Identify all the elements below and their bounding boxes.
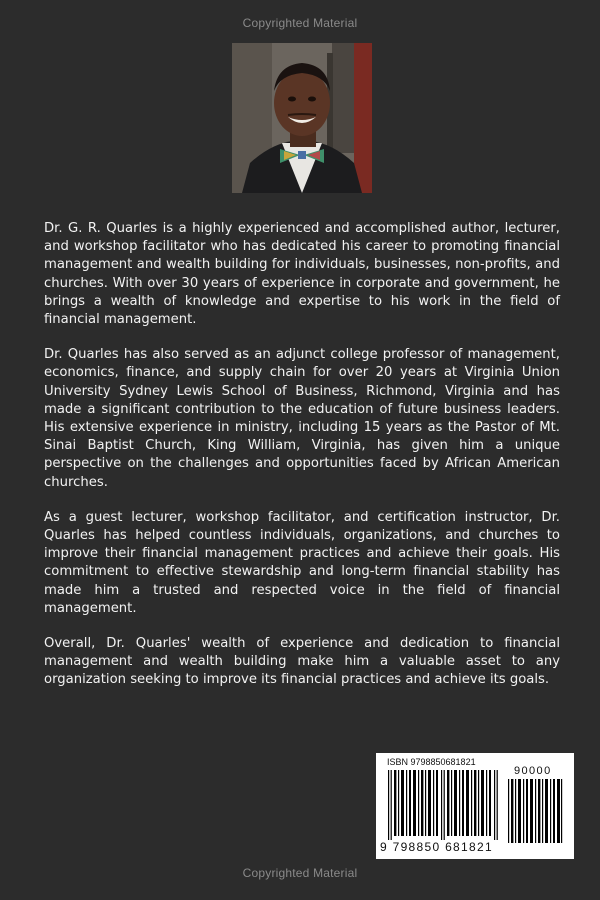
author-photo: [232, 43, 372, 193]
isbn-label: ISBN 9798850681821: [387, 757, 476, 767]
author-biography: [44, 220, 560, 707]
bio-paragraph: Dr. Quarles has also served as an adjunct college professor of management, economics, finance, and supply chain for over 20 years at Virginia Union University Sydney Lewis School of Business, Richmond, Virginia and has made a significant contribution to the education of future business leaders. His extensive experience in ministry, including 15 years as the Pastor of Mt. Sinai Baptist Church, King William, Virginia, has given him a unique perspective on the challenges and opportunities faced by African American churches.: [44, 347, 560, 490]
copyright-watermark-bottom: Copyrighted Material: [242, 866, 358, 880]
copyright-watermark-top: Copyrighted Material: [242, 16, 358, 30]
bio-paragraph: As a guest lecturer, workshop facilitator, and certification instructor, Dr. Quarles has helped countless individuals, organizations, and churches to improve their financial management practices and achieve their goals. His commitment to effective stewardship and long-term financial stability has made him a trusted and respected voice in the field of financial management.: [44, 509, 560, 616]
barcode-addon-digits: 90000: [514, 765, 552, 777]
bio-paragraph: Overall, Dr. Quarles' wealth of experience and dedication to financial management and wealth building make him a valuable asset to any organization seeking to improve its financial practices and achieve its goals.: [44, 636, 560, 688]
barcode-digits: 9 798850 681821: [378, 840, 498, 854]
author-portrait-illustration: [232, 43, 372, 193]
isbn-barcode: [376, 753, 574, 859]
bio-paragraph: Dr. G. R. Quarles is a highly experienced and accomplished author, lecturer, and workshop facilitator who has dedicated his career to promoting financial management and wealth building for individuals, businesses, non-profits, and churches. With over 30 years of experience in corporate and government, he brings a wealth of knowledge and expertise to his work in the field of financial management.: [44, 221, 560, 328]
barcode-bars: [388, 770, 500, 844]
barcode-addon-bars: [508, 779, 564, 843]
